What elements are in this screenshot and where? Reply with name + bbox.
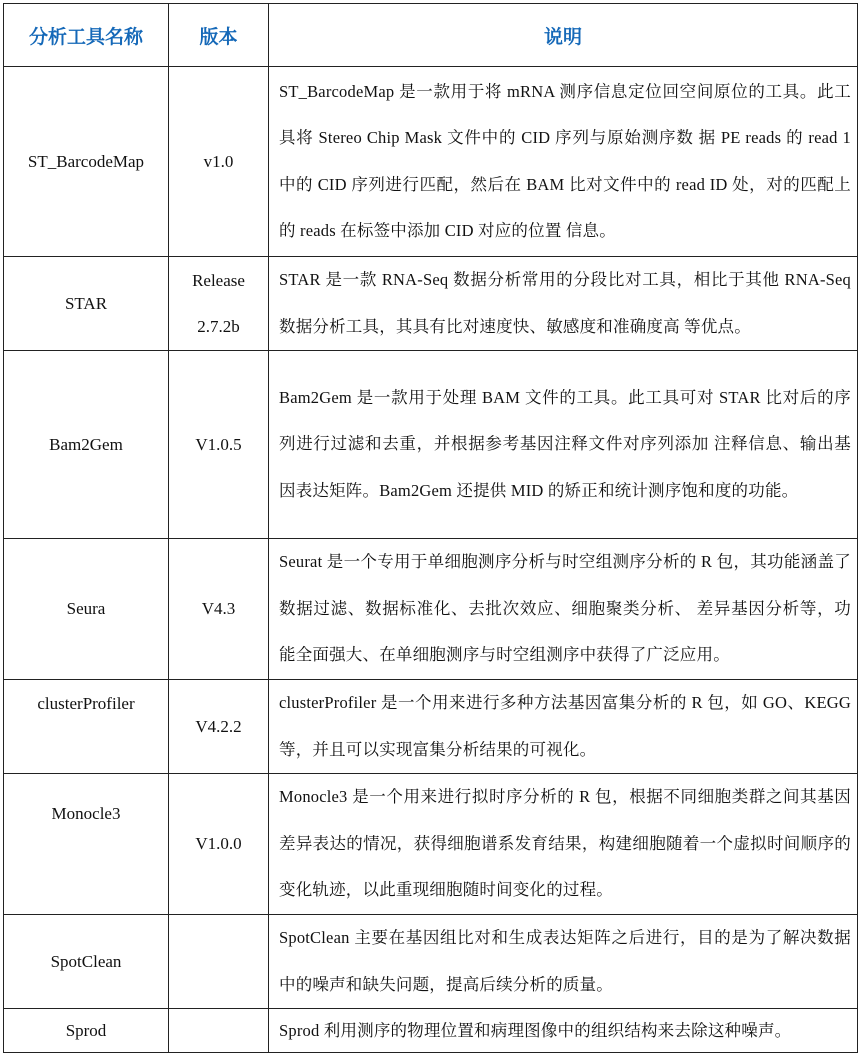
tool-name: clusterProfiler	[4, 680, 169, 774]
tool-name: SpotClean	[4, 915, 169, 1009]
tool-name: Sprod	[4, 1009, 169, 1053]
table-row	[4, 915, 858, 1009]
header-tool-name: 分析工具名称	[4, 4, 169, 67]
tool-version: V4.3	[169, 539, 269, 680]
tool-version	[169, 1009, 269, 1053]
tool-name: ST_BarcodeMap	[4, 67, 169, 257]
table-row	[4, 351, 858, 539]
table-row	[4, 774, 858, 915]
table-row	[4, 539, 858, 680]
tool-name: STAR	[4, 257, 169, 351]
table-row	[4, 680, 858, 774]
header-version: 版本	[169, 4, 269, 67]
table-row	[4, 1009, 858, 1053]
tool-version: V1.0.5	[169, 351, 269, 539]
header-row	[4, 4, 858, 67]
tool-name: Seura	[4, 539, 169, 680]
tool-name: Bam2Gem	[4, 351, 169, 539]
tool-version: Release 2.7.2b	[169, 257, 269, 351]
table-row	[4, 67, 858, 257]
table-row	[4, 257, 858, 351]
tool-description: SpotClean 主要在基因组比对和生成表达矩阵之后进行，目的是为了解决数据中的噪声和缺失问题，提高后续分析的质量。	[269, 915, 858, 1009]
header-description: 说明	[269, 4, 858, 67]
tool-version: V4.2.2	[169, 680, 269, 774]
tool-description: Bam2Gem 是一款用于处理 BAM 文件的工具。此工具可对 STAR 比对后的序列进行过滤和去重，并根据参考基因注释文件对序列添加 注释信息、输出基因表达矩阵。Bam2Gem 还提供 MID 的矫正和统计测序饱和度的功能。	[269, 351, 858, 539]
tool-description: Monocle3 是一个用来进行拟时序分析的 R 包，根据不同细胞类群之间其基因差异表达的情况，获得细胞谱系发育结果，构建细胞随着一个虚拟时间顺序的变化轨迹，以此重现细胞随时间变化的过程。	[269, 774, 858, 915]
tool-version	[169, 915, 269, 1009]
tool-version: v1.0	[169, 67, 269, 257]
tool-description: STAR 是一款 RNA-Seq 数据分析常用的分段比对工具，相比于其他 RNA-Seq 数据分析工具，其具有比对速度快、敏感度和准确度高 等优点。	[269, 257, 858, 351]
tool-name: Monocle3	[4, 774, 169, 915]
tool-description: Sprod 利用测序的物理位置和病理图像中的组织结构来去除这种噪声。	[269, 1009, 858, 1053]
tool-description: ST_BarcodeMap 是一款用于将 mRNA 测序信息定位回空间原位的工具。此工具将 Stereo Chip Mask 文件中的 CID 序列与原始测序数 据 PE reads 的 read 1 中的 CID 序列进行匹配，然后在 BAM 比对文件中的 read ID 处，对的匹配上的 reads 在标签中添加 CID 对应的位置 信息。	[269, 67, 858, 257]
tools-table	[3, 3, 858, 1053]
tool-version: V1.0.0	[169, 774, 269, 915]
tool-description: clusterProfiler 是一个用来进行多种方法基因富集分析的 R 包，如 GO、KEGG 等，并且可以实现富集分析结果的可视化。	[269, 680, 858, 774]
tool-description: Seurat 是一个专用于单细胞测序分析与时空组测序分析的 R 包，其功能涵盖了数据过滤、数据标准化、去批次效应、细胞聚类分析、 差异基因分析等，功能全面强大、在单细胞测序与时空组测序中获得了广泛应用。	[269, 539, 858, 680]
